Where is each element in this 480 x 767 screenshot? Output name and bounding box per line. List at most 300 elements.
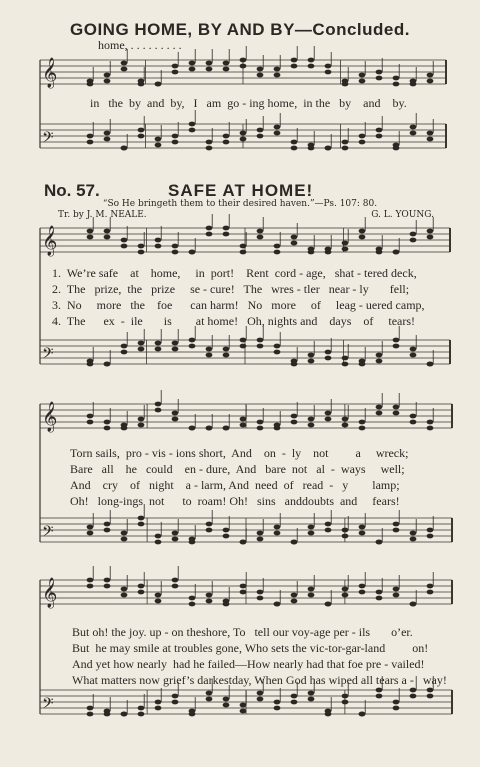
notehead — [189, 250, 196, 255]
notehead — [410, 694, 417, 699]
notehead — [325, 602, 332, 607]
notehead — [240, 344, 247, 349]
notehead — [87, 235, 94, 240]
notehead — [342, 146, 349, 151]
notehead — [308, 417, 315, 422]
notehead — [376, 359, 383, 364]
notehead — [393, 706, 400, 711]
notehead — [257, 691, 264, 696]
notehead — [223, 528, 230, 533]
verse-1-line-1: 1. We’re safe at home, in port! Rent cord - age, shat - tered deck, — [52, 266, 417, 280]
notehead — [291, 140, 298, 145]
notehead — [87, 134, 94, 139]
notehead — [206, 232, 213, 237]
notehead — [206, 522, 213, 527]
notehead — [427, 137, 434, 142]
notehead — [87, 584, 94, 589]
notehead — [223, 703, 230, 708]
notehead — [427, 420, 434, 425]
notehead — [257, 537, 264, 542]
notehead — [274, 525, 281, 530]
notehead — [121, 344, 128, 349]
notehead — [223, 134, 230, 139]
notehead — [189, 67, 196, 72]
notehead — [274, 344, 281, 349]
verse-3-line-3: And yet how nearly had he failed—How nearly had that foe pre - vailed! — [72, 657, 425, 671]
notehead — [342, 528, 349, 533]
notehead — [240, 244, 247, 249]
notehead — [87, 82, 94, 87]
notehead — [104, 712, 111, 717]
notehead — [325, 356, 332, 361]
notehead — [325, 146, 332, 151]
notehead — [138, 82, 145, 87]
notehead — [410, 347, 417, 352]
notehead — [359, 73, 366, 78]
notehead — [257, 73, 264, 78]
notehead — [427, 584, 434, 589]
notehead — [155, 82, 162, 87]
notehead — [342, 587, 349, 592]
notehead — [206, 146, 213, 151]
notehead — [376, 596, 383, 601]
notehead — [308, 587, 315, 592]
notehead — [427, 229, 434, 234]
notehead — [359, 79, 366, 84]
notehead — [376, 353, 383, 358]
notehead — [223, 353, 230, 358]
notehead — [121, 67, 128, 72]
notehead — [155, 143, 162, 148]
notehead — [308, 58, 315, 63]
notehead — [172, 134, 179, 139]
notehead — [308, 250, 315, 255]
notehead — [308, 353, 315, 358]
notehead — [121, 244, 128, 249]
notehead — [376, 128, 383, 133]
notehead — [308, 64, 315, 69]
notehead — [87, 712, 94, 717]
notehead — [257, 531, 264, 536]
notehead — [427, 362, 434, 367]
notehead — [87, 140, 94, 145]
notehead — [274, 706, 281, 711]
notehead — [359, 525, 366, 530]
notehead — [206, 353, 213, 358]
hymn-number: No. 57. — [44, 181, 100, 200]
notehead — [104, 362, 111, 367]
notehead — [223, 426, 230, 431]
verse-3-line-1: 3. No more the foe can harm! No more of leag - uered camp, — [52, 298, 425, 312]
notehead — [427, 73, 434, 78]
notehead — [291, 362, 298, 367]
notehead — [155, 347, 162, 352]
notehead — [155, 408, 162, 413]
notehead — [172, 244, 179, 249]
notehead — [138, 584, 145, 589]
notehead — [138, 712, 145, 717]
notehead — [223, 67, 230, 72]
notehead — [172, 584, 179, 589]
notehead — [104, 426, 111, 431]
notehead — [104, 79, 111, 84]
notehead — [274, 125, 281, 130]
notehead — [359, 584, 366, 589]
notehead — [240, 703, 247, 708]
notehead — [342, 423, 349, 428]
notehead — [308, 531, 315, 536]
notehead — [104, 131, 111, 136]
notehead — [104, 584, 111, 589]
notehead — [359, 420, 366, 425]
notehead — [172, 341, 179, 346]
notehead — [291, 694, 298, 699]
notehead — [291, 146, 298, 151]
notehead — [172, 411, 179, 416]
notehead — [359, 362, 366, 367]
verse-4-line-1: 4. The ex - ile is at home! Oh, nights and days of tears! — [52, 314, 416, 328]
notehead — [393, 250, 400, 255]
notehead — [325, 250, 332, 255]
notehead — [121, 593, 128, 598]
notehead — [87, 229, 94, 234]
notehead — [410, 82, 417, 87]
notehead — [427, 528, 434, 533]
verse-4-line-2: Oh! long-ings not to roam! Oh! sins anddoubts and fears! — [70, 494, 400, 508]
notehead — [291, 58, 298, 63]
notehead — [155, 700, 162, 705]
notehead — [240, 64, 247, 69]
notehead — [138, 128, 145, 133]
notehead — [189, 338, 196, 343]
notehead — [138, 244, 145, 249]
notehead — [257, 67, 264, 72]
translator-credit: Tr. by J. M. NEALE. — [58, 210, 147, 220]
treble-clef-icon: 𝄞 — [42, 58, 58, 88]
notehead — [206, 226, 213, 231]
notehead — [342, 534, 349, 539]
treble-clef-icon: 𝄞 — [42, 226, 58, 256]
treble-clef-icon: 𝄞 — [42, 578, 58, 608]
notehead — [308, 697, 315, 702]
notehead — [87, 414, 94, 419]
notehead — [121, 531, 128, 536]
notehead — [308, 423, 315, 428]
notehead — [104, 73, 111, 78]
notehead — [206, 426, 213, 431]
notehead — [325, 350, 332, 355]
notehead — [87, 362, 94, 367]
notehead — [393, 528, 400, 533]
notehead — [393, 146, 400, 151]
notehead — [206, 691, 213, 696]
notehead — [155, 534, 162, 539]
notehead — [121, 350, 128, 355]
notehead — [359, 531, 366, 536]
notehead — [104, 578, 111, 583]
notehead — [172, 694, 179, 699]
notehead — [223, 226, 230, 231]
notehead — [291, 235, 298, 240]
notehead — [359, 712, 366, 717]
hymn-title: SAFE AT HOME! — [168, 181, 314, 200]
notehead — [104, 420, 111, 425]
notehead — [104, 235, 111, 240]
notehead — [291, 593, 298, 598]
notehead — [206, 697, 213, 702]
notehead — [410, 531, 417, 536]
notehead — [274, 700, 281, 705]
notehead — [189, 128, 196, 133]
notehead — [121, 587, 128, 592]
notehead — [308, 146, 315, 151]
notehead — [342, 593, 349, 598]
notehead — [223, 347, 230, 352]
notehead — [121, 712, 128, 717]
notehead — [257, 338, 264, 343]
notehead — [291, 241, 298, 246]
notehead — [155, 593, 162, 598]
notehead — [223, 232, 230, 237]
notehead — [138, 590, 145, 595]
notehead — [410, 420, 417, 425]
notehead — [359, 134, 366, 139]
notehead — [325, 417, 332, 422]
notehead — [121, 537, 128, 542]
notehead — [257, 697, 264, 702]
notehead — [291, 599, 298, 604]
notehead — [427, 426, 434, 431]
notehead — [104, 522, 111, 527]
notehead — [257, 128, 264, 133]
notehead — [172, 140, 179, 145]
notehead — [206, 599, 213, 604]
notehead — [240, 590, 247, 595]
notehead — [342, 700, 349, 705]
notehead — [257, 344, 264, 349]
notehead — [291, 700, 298, 705]
notehead — [376, 405, 383, 410]
notehead — [359, 140, 366, 145]
notehead — [223, 61, 230, 66]
notehead — [138, 706, 145, 711]
notehead — [291, 420, 298, 425]
notehead — [393, 344, 400, 349]
notehead — [206, 347, 213, 352]
notehead — [342, 694, 349, 699]
notehead — [274, 67, 281, 72]
notehead — [376, 688, 383, 693]
notehead — [359, 590, 366, 595]
notehead — [138, 522, 145, 527]
notehead — [393, 338, 400, 343]
notehead — [240, 423, 247, 428]
notehead — [257, 229, 264, 234]
notehead — [393, 522, 400, 527]
notehead — [155, 599, 162, 604]
verse-1-line-3: But oh! the joy. up - on theshore, To tell our voy-age per - ils o’er. — [72, 625, 413, 639]
notehead — [427, 694, 434, 699]
notehead — [206, 61, 213, 66]
notehead — [189, 540, 196, 545]
notehead — [427, 688, 434, 693]
notehead — [172, 250, 179, 255]
notehead — [410, 232, 417, 237]
verse-4-line-3: What matters now grief’s darkestday, When God has wiped all tears a - way! — [72, 673, 447, 687]
notehead — [325, 522, 332, 527]
notehead — [410, 238, 417, 243]
notehead — [223, 534, 230, 539]
notehead — [410, 602, 417, 607]
notehead — [240, 417, 247, 422]
notehead — [172, 578, 179, 583]
notehead — [325, 70, 332, 75]
notehead — [172, 347, 179, 352]
notehead — [274, 602, 281, 607]
composer-credit: G. L. YOUNG. — [371, 210, 434, 220]
notehead — [104, 137, 111, 142]
notehead — [393, 593, 400, 598]
notehead — [240, 137, 247, 142]
notehead — [359, 235, 366, 240]
notehead — [87, 706, 94, 711]
notehead — [240, 250, 247, 255]
notehead — [410, 131, 417, 136]
notehead — [359, 229, 366, 234]
notehead — [393, 76, 400, 81]
notehead — [376, 540, 383, 545]
bass-clef-icon: 𝄢 — [42, 523, 54, 544]
notehead — [87, 525, 94, 530]
notehead — [427, 235, 434, 240]
scripture-quote: “So He bringeth them to their desired haven.”—Ps. 107: 80. — [102, 199, 378, 209]
notehead — [359, 426, 366, 431]
notehead — [206, 528, 213, 533]
notehead — [240, 131, 247, 136]
notehead — [291, 540, 298, 545]
notehead — [342, 247, 349, 252]
notehead — [172, 70, 179, 75]
notehead — [274, 73, 281, 78]
notehead — [257, 134, 264, 139]
notehead — [308, 525, 315, 530]
notehead — [274, 531, 281, 536]
verse-2-line-3: But he may smile at troubles gone, Who sets the vic-tor-gar-land on! — [72, 641, 429, 655]
notehead — [121, 146, 128, 151]
notehead — [274, 131, 281, 136]
notehead — [240, 584, 247, 589]
notehead — [393, 587, 400, 592]
notehead — [121, 238, 128, 243]
notehead — [342, 356, 349, 361]
notehead — [342, 362, 349, 367]
notehead — [240, 540, 247, 545]
notehead — [427, 131, 434, 136]
notehead — [410, 688, 417, 693]
notehead — [342, 241, 349, 246]
notehead — [155, 238, 162, 243]
notehead — [274, 250, 281, 255]
notehead — [427, 79, 434, 84]
notehead — [189, 602, 196, 607]
page-title: GOING HOME, BY AND BY—Concluded. — [70, 20, 410, 39]
notehead — [172, 700, 179, 705]
notehead — [393, 700, 400, 705]
notehead — [342, 140, 349, 145]
treble-clef-icon: 𝄞 — [42, 402, 58, 432]
notehead — [206, 67, 213, 72]
notehead — [325, 528, 332, 533]
notehead — [257, 235, 264, 240]
notehead — [257, 596, 264, 601]
notehead — [376, 411, 383, 416]
notehead — [189, 712, 196, 717]
carryover-lyric: home, . . . . . . . . . — [98, 38, 182, 52]
notehead — [376, 590, 383, 595]
notehead — [240, 338, 247, 343]
notehead — [172, 64, 179, 69]
notehead — [291, 64, 298, 69]
notehead — [104, 528, 111, 533]
notehead — [189, 426, 196, 431]
notehead — [427, 590, 434, 595]
notehead — [138, 423, 145, 428]
notehead — [189, 344, 196, 349]
notehead — [206, 140, 213, 145]
notehead — [325, 712, 332, 717]
notehead — [274, 426, 281, 431]
bass-clef-icon: 𝄢 — [42, 695, 54, 716]
notehead — [138, 417, 145, 422]
notehead — [172, 417, 179, 422]
notehead — [410, 414, 417, 419]
notehead — [410, 537, 417, 542]
notehead — [138, 134, 145, 139]
notehead — [308, 691, 315, 696]
notehead — [427, 534, 434, 539]
notehead — [410, 125, 417, 130]
notehead — [257, 590, 264, 595]
notehead — [189, 122, 196, 127]
notehead — [342, 82, 349, 87]
notehead — [325, 411, 332, 416]
notehead — [189, 61, 196, 66]
notehead — [257, 426, 264, 431]
notehead — [308, 359, 315, 364]
verse-2-line-2: Bare all he could en - dure, And bare not al - ways well; — [70, 462, 405, 476]
notehead — [393, 411, 400, 416]
notehead — [138, 341, 145, 346]
notehead — [342, 417, 349, 422]
notehead — [155, 402, 162, 407]
notehead — [121, 426, 128, 431]
notehead — [155, 244, 162, 249]
verse-1-line-2: Torn sails, pro - vis - ions short, And on - ly not a wreck; — [70, 446, 409, 460]
notehead — [155, 540, 162, 545]
bass-clef-icon: 𝄢 — [42, 345, 54, 366]
verse-2-line-1: 2. The prize, the prize se - cure! The wres - tler near - ly fell; — [52, 282, 410, 296]
notehead — [206, 593, 213, 598]
notehead — [291, 414, 298, 419]
notehead — [274, 350, 281, 355]
notehead — [393, 82, 400, 87]
notehead — [410, 353, 417, 358]
notehead — [138, 516, 145, 521]
notehead — [308, 593, 315, 598]
notehead — [172, 531, 179, 536]
notehead — [138, 250, 145, 255]
notehead — [274, 244, 281, 249]
